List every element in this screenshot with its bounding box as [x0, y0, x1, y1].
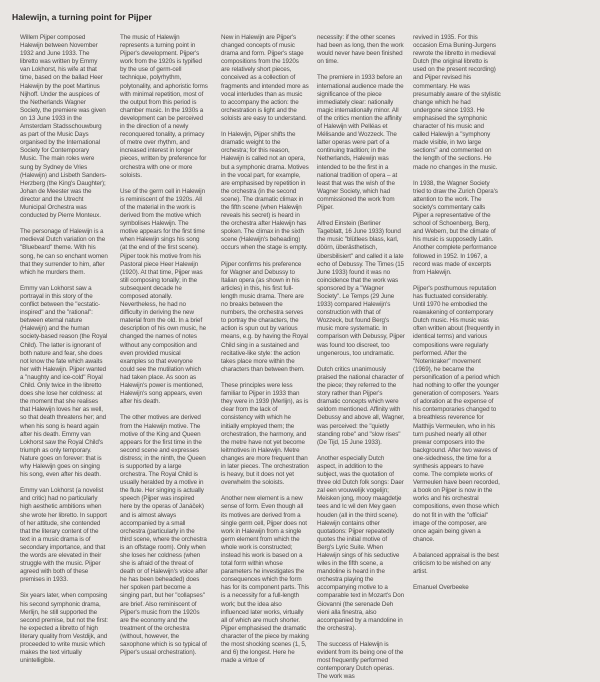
paragraph: The music of Halewijn represents a turning point in Pijper's development. Pijper's work from the 1920s is typified by the use of germ-cell technique, polyrhythm, polytonality, and aphoristic forms with minimal repetition, most of the output from this period is chamber music. In the 1930s a development can be perceived in the direction of a newly reconquered tonality, a primacy of metre over rhythm, and increased interest in longer pieces, written by preference for orchestra with one or more soloists.	[120, 34, 208, 179]
paragraph: Alfred Einstein (Berliner Tageblatt, 16 June 1933) found the music "blütlees blass, karl, döörn, überästhetisch, übersbilisiert" and called it a late echo of Debussy. The Times (15 June 1933) found it was no coincidence that the work was sponsored by a "Wagner Society". Le Temps (29 June 1933) compared Halewijn's construction with that of Wozzeck, but found Berg's music more systematic. In comparison with Debussy, Pijper was found too discreet, too ungenerous, too undramatic.	[317, 220, 405, 357]
text-column-1	[20, 34, 108, 665]
paragraph: Emmy van Lokhorst (a novelist and critic) had no particularly high aesthetic ambitions when she wrote her libretto. In support of her attitude, she contended that the literary content of the text in a music drama is of secondary importance, and that the words are elevated in their struggle with the music. Pijper agreed with both of these premises in 1933.	[20, 487, 107, 584]
paragraph: Use of the germ cell in Halewijn is reminiscent of the 1920s. All of the material in the work is derived from the motive which symbolises Halewijn. The motive appears for the first time when Halewijn sings his song (at the end of the first scene). Pijper took his motive from his Pastoral piece Heer Halewijn (1920). At that time, Pijper was still composing tonally; in the subsequent decade he composed atonally. Nevertheless, he had no difficulty in deriving the new material from the old. In a brief description of his own music, he changed the names of notes without any composition and even provided musical examples so that everyone could see the mutilation which had taken place. As soon as Halewijn's power is mentioned, Halewijn's song appears, even after his death.	[120, 187, 207, 406]
paragraph: The other motives are derived from the Halewijn motive. The motive of the King and Queen appears for the first time in the second scene and expresses distress; in the ninth, the Queen is supported by a large orchestra. The Royal Child is usually heralded by a motive in the flute. Her singing is actually speech (Pijper was inspired here by the operas of Janáček) and is almost always accompanied by a small orchestra (particularly in the third scene, where the orchestra is an offstage room). Only when she loses her coldness (when she is afraid of the threat of death or of Halewijn's voice after he has been beheaded) does her spoken part become a singing part, but her "collapses" are brief. Also reminiscent of Pijper's music from the 1920s are the economy and the treatment of the orchestra (without, however, the saxophone which is so typical of Pijper's usual orchestration).	[120, 414, 208, 657]
text-column-4	[317, 34, 405, 681]
paragraph: necessity: if the other scenes had been as long, then the work would never have been finished on time.	[317, 34, 404, 66]
text-column-5	[413, 34, 501, 594]
paragraph: The success of Halewijn is evident from its being one of the most frequently performed contemporary Dutch operas. The work was	[317, 641, 404, 681]
paragraph: The premiere in 1933 before an international audience made the significance of the piece immediately clear: nationally magic internationally minor. All of the critics mention the affinity of Halewijn with Pelléas et Mélisande and Wozzeck. The latter operas were part of a continuing tradition; in the Netherlands, Halewijn was intended to be the first in a national tradition of opera – at least that was the wish of the Wagner Society, which had commissioned the work from Pijper.	[317, 74, 404, 211]
paragraph: Dutch critics unanimously praised the national character of the piece; they referred to the story rather than Pijper's dramatic concepts which were seldom mentioned. Affinity with Debussy and above all, Wagner, was perceived: the "quietly standing robe" and "slow rises" (De Tijd, 15 June 1933).	[317, 365, 405, 446]
author-signature: Emanuel Overbeeke	[413, 584, 469, 592]
paragraph: In 1938, the Wagner Society tried to draw the Zurich Opera's attention to the work. The society's commentary calls Pijper a representative of the school of Schoenberg, Berg, and Webern, but the climate of his music is supposedly Latin. Another complete performance followed in 1952. In 1967, a record was made of excerpts from Halewijn.	[413, 179, 498, 276]
paragraph: New in Halewijn are Pijper's changed concepts of music drama and form. Pijper's stage compositions from the 1920s are relatively short pieces, conceived as a collection of fragments and intended more as vocal interludes than as music to accompany the action: the orchestration is light and the soloists are easy to understand.	[221, 34, 309, 122]
paragraph: A balanced appraisal is the best criticism to be wished on any artist.	[413, 552, 499, 576]
paragraph: Six years later, when composing his second symphonic drama, Merlijn, he still supported the second premise, but not the first: he expected a libretto of high literary quality from Vestdijk, and proceeded to write music which makes the text virtually unintelligible.	[20, 592, 108, 665]
paragraph: Emmy van Lokhorst saw a portrayal in this story of the conflict between the "ecstatic-inspired" and the "rational": between eternal nature (Halewijn) and the human society-based reason (the Royal Child). The latter is ignorant of both nature and fear, she does not know the fate which awaits her with Halewijn. Pijper wanted a "naughty and ice-cold" Royal Child. Only twice in the libretto does she lose her coldness: at the moment that she realises that Halewijn loves her as well, so that death threatens her; and when his song is heard again after his death. Emmy van Lokhorst saw the Royal Child's triumph as only temporary. Nature goes on forever: that is why Halewijn goes on singing his song, even after his death.	[20, 284, 108, 479]
paragraph: Pijper's posthumous reputation has fluctuated considerably. Until 1970 he embodied the reawakening of contemporary Dutch music. His music was often written about (frequently in identical terms) and various compositions were regularly performed. After the "Notenkraker" movement (1969), he became the personification of a period which had nothing to offer the younger generation of composers. Years of adoration at the expense of his contemporaries changed to a breathless reverence for Matthijs Vermeulen, who in his turn pushed nearly all other prewar composers into the background. After two waves of one-sidedness, the time for a synthesis appears to have come. The complete works of Vermeulen have been recorded, a book on Pijper is now in the works and his orchestral compositions, even those which do not fit in with the "official" image of the composer, are once again being given a chance.	[413, 284, 500, 543]
paragraph: These principles were less familiar to Pijper in 1933 than they were in 1939 (Merlijn), as is clear from the lack of consistency with which he initially employed them; the orchestration, the harmony, and the metre have not yet become leitmotives in Halewijn. Metre changes are more frequent than in later pieces. The orchestration is heavy, but it does not yet overwhelm the soloists.	[221, 382, 309, 487]
paragraph: Another especially Dutch aspect, in addition to the subject, was the quotation of three old Dutch folk songs: Daer zal een vrouwelijk vogelijn; Meisken jong, mooy maagdetje tees and Ic wil den Mey gaen houden (all in the third scene). Halewijn contains other quotations: Pijper repeatedly quotes the initial motive of Berg's Lyric Suite. When Halewijn sings of his seductive wiles in the fifth scene, a mandoline is heard in the orchestra playing the accompanying motive to a comparable text in Mozart's Don Giovanni (the serenade Deh vieni alla finestra, also accompanied by a mandoline in the orchestra).	[317, 454, 404, 632]
paragraph: revived in 1935. For this occasion Erna Buning-Jurgens rewrote the libretto in medieval Dutch (the original libretto is used on the present recording) and Pijper revised his commentary. He was presumably aware of the stylistic change which he had undergone since 1933. He emphasised the symphonic character of his music and called Halewijn a "symphony made visible, in two large sections" and commented on the length of the sections. He made no changes in the music.	[413, 34, 501, 171]
page-title: Halewijn, a turning point for Pijper	[12, 12, 152, 22]
paragraph: Willem Pijper composed Halewijn between November 1932 and June 1933. The libretto was written by Emmy van Lokhorst, his wife at that time, based on the ballad Heer Halewijn by the poet Martinus Nijhoff. Under the auspices of the Netherlands Wagner Society, the premiere was given on 13 June 1933 in the Amsterdam Stadsschouwburg as part of the Music Days organised by the International Society for Contemporary Music. The main roles were sung by Sydney de Vries (Halewijn) and Lisbeth Sanders-Herzberg (the King's Daughter); Johan de Meester was the director and the Utrecht Municipal Orchestra was conducted by Pierre Monteux.	[20, 34, 107, 220]
paragraph: In Halewijn, Pijper shifts the dramatic weight to the orchestra; for this reason, Halewijn is called not an opera, but a symphonic drama. Motives in the vocal part, for example, are emphasised by repetition in the orchestra (in the second scene). The dramatic climax in the fifth scene (when Halewijn reveals his secret) is heard in the orchestra after Halewijn has spoken. The climax in the sixth scene (Halewijn's beheading) occurs when the stage is empty.	[221, 131, 309, 252]
paragraph: Pijper confirms his preference for Wagner and Debussy to Italian opera (as shown in his articles) in this, his first full-length music drama. There are no breaks between the numbers, the orchestra serves to portray the characters, the action is spun out by various means, e.g. by having the Royal Child sing in a sustained and recitative-like style: the action takes place more within the characters than between them.	[221, 260, 308, 373]
paragraph: The personage of Halewijn is a medieval Dutch variation on the "Bluebeard" theme. With his song, he can so enchant women that they surrender to him, after which he murders them.	[20, 228, 108, 276]
text-column-2	[120, 34, 208, 657]
paragraph: Another new element is a new sense of form. Even though all its motives are derived from a single germ cell, Pijper does not work in Halewijn from a single germ element from which the whole work is constructed; instead his work is based on a total form within whose parameters he investigates the consequences which the form has for its component parts. This is a necessity for a full-length work; but the idea also influenced later works, virtually all of which are much shorter. Pijper emphasised the dramatic character of the piece by making the most shocking scenes (1, 5, and 6) the longest. Here he made a virtue of	[221, 495, 309, 665]
text-column-3	[221, 34, 309, 665]
